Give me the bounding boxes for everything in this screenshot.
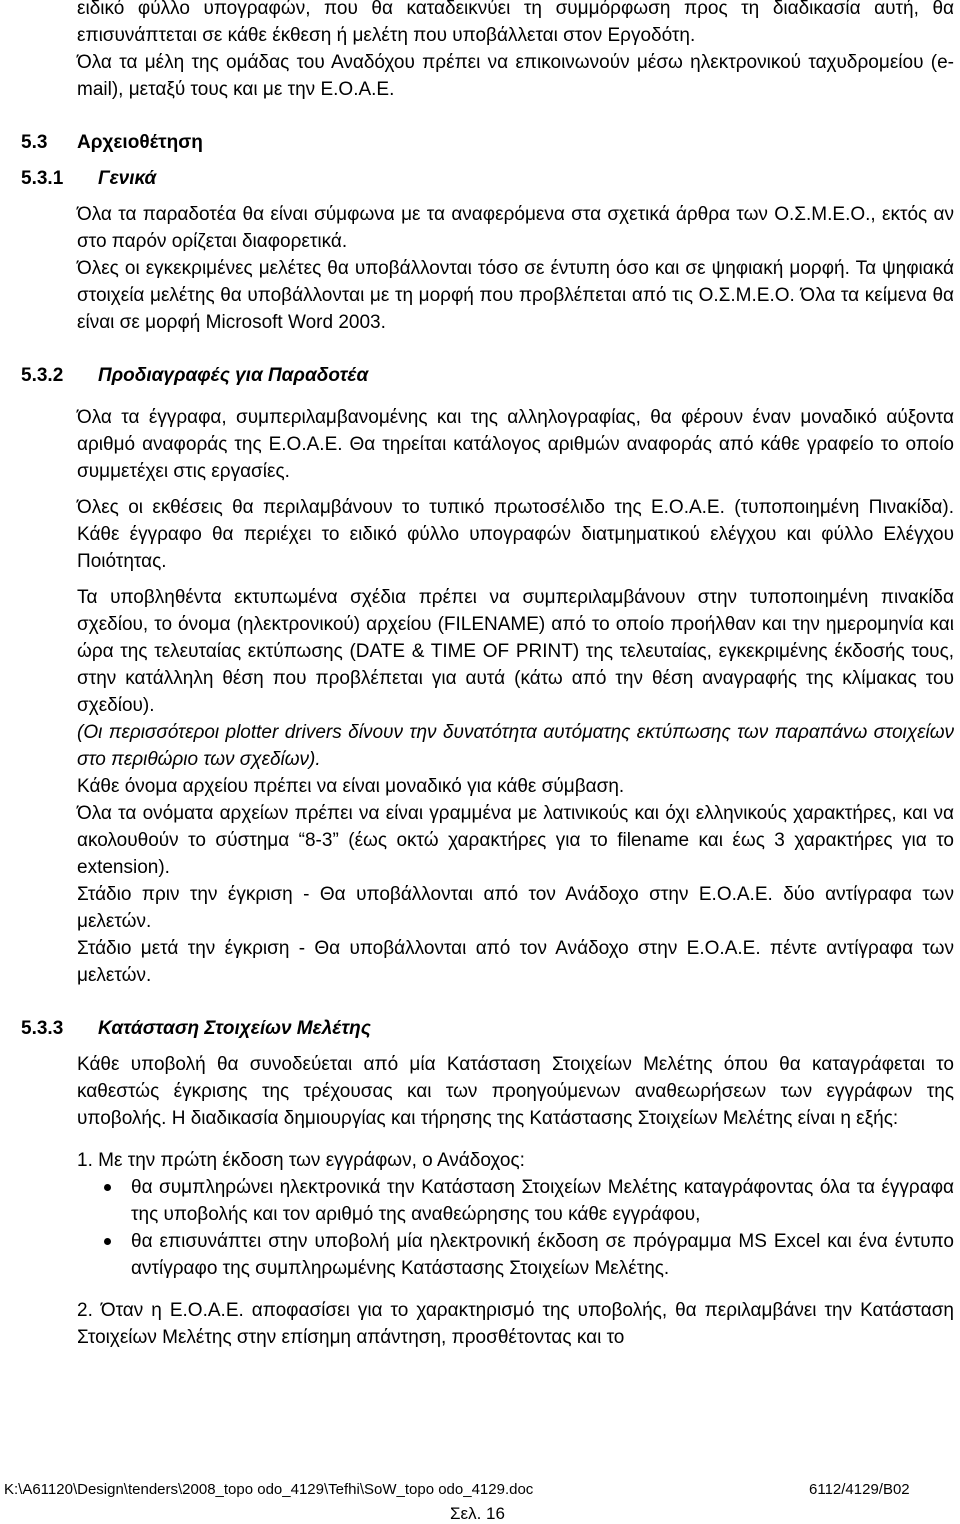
paragraph: Κάθε υποβολή θα συνοδεύεται από μία Κατάσταση Στοιχείων Μελέτης όπου θα καταγράφεται το καθεστώς έγκρισης της τρέχουσας και των προηγούμενων αναθεωρήσεων των εγγράφων της υποβολής. Η διαδικασία δημιουργίας και τήρησης της Κατάστασης Στοιχείων Μελέτης είναι η εξής: — [77, 1054, 954, 1129]
paragraph: Τα υποβληθέντα εκτυπωμένα σχέδια πρέπει να συμπεριλαμβάνουν στην τυποποιημένη πινακίδα σχεδίου, το όνομα (ηλεκτρονικού) αρχείου (FILENAME) από το οποίο προήλθαν και την ημερομηνία και ώρα της τελευταίας εκτύπωσης (DATE & TIME OF PRINT) της τελευταίας, εγκεκριμένης έκδοσής τους, στην κατάλληλη θέση που προβλέπεται για αυτά (κάτω από την θέση αναγραφής της κλίμακας του σχεδίου). — [77, 587, 954, 716]
paragraph: Κάθε όνομα αρχείου πρέπει να είναι μοναδικό για κάθε σύμβαση. — [77, 776, 625, 797]
section-number: 5.3.1 — [21, 168, 64, 189]
bullet-text: θα επισυνάπτει στην υποβολή μία ηλεκτρονική έκδοση σε πρόγραμμα MS Excel και ένα έντυπο αντίγραφο της συμπληρωμένης Κατάστασης Στοιχείων Μελέτης. — [131, 1231, 954, 1279]
page-number: Σελ. 16 — [450, 1504, 505, 1523]
bullet-item — [77, 1228, 954, 1282]
bullet-icon — [77, 1174, 131, 1228]
section-title: Αρχειοθέτηση — [77, 132, 203, 153]
section-heading-5-3 — [21, 129, 954, 156]
section-title: Κατάσταση Στοιχείων Μελέτης — [98, 1018, 371, 1039]
section-number: 5.3.3 — [21, 1018, 64, 1039]
document-body — [21, 0, 954, 1351]
paragraph: Όλες οι εγκεκριμένες μελέτες θα υποβάλλονται τόσο σε έντυπη όσο και σε ψηφιακή μορφή. Τα ψηφιακά στοιχεία μελέτης θα υποβάλλονται με τη μορφή που προβλέπεται από τις Ο.Σ.Μ.Ε.Ο. Όλα τα κείμενα θα είναι σε μορφή Microsoft Word 2003. — [77, 258, 954, 333]
italic-note: (Οι περισσότεροι plotter drivers δίνουν την δυνατότητα αυτόματης εκτύπωσης των παραπάνω στοιχείων στο περιθώριο των σχεδίων). — [77, 722, 954, 770]
paragraph: Στάδιο πριν την έγκριση - Θα υποβάλλονται από τον Ανάδοχο στην Ε.Ο.Α.Ε. δύο αντίγραφα των μελετών. — [77, 884, 954, 932]
intro-paragraph-1: ειδικό φύλλο υπογραφών, που θα καταδεικνύει τη συμμόρφωση προς τη διαδικασία αυτή, θα επισυνάπτεται σε κάθε έκθεση ή μελέτη που υποβάλλεται στον Εργοδότη. — [77, 0, 954, 46]
section-number: 5.3.2 — [21, 365, 64, 386]
paragraph: Όλα τα ονόματα αρχείων πρέπει να είναι γραμμένα με λατινικούς και όχι ελληνικούς χαρακτήρες, και να ακολουθούν το σύστημα “8-3” (έως οκτώ χαρακτήρες για το filename και έως 3 χαρακτήρες για το extension). — [77, 803, 954, 878]
footer-document-code: 6112/4129/B02 — [809, 1481, 910, 1498]
numbered-item-2: 2. Όταν η Ε.Ο.Α.Ε. αποφασίσει για το χαρακτηρισμό της υποβολής, θα περιλαμβάνει την Κατάσταση Στοιχείων Μελέτης στην επίσημη απάντηση, προσθέτοντας και το — [77, 1300, 954, 1348]
intro-paragraph-2: Όλα τα μέλη της ομάδας του Αναδόχου πρέπει να επικοινωνούν μέσω ηλεκτρονικού ταχυδρομείου (e-mail), μεταξύ τους και με την Ε.Ο.Α.Ε. — [77, 52, 954, 100]
paragraph: Όλα τα παραδοτέα θα είναι σύμφωνα με τα αναφερόμενα στα σχετικά άρθρα των Ο.Σ.Μ.Ε.Ο., εκτός αν στο παρόν ορίζεται διαφορετικά. — [77, 204, 954, 252]
bullet-item — [77, 1174, 954, 1228]
section-heading-5-3-1 — [21, 165, 954, 192]
section-title: Προδιαγραφές για Παραδοτέα — [98, 365, 369, 386]
section-heading-5-3-2 — [21, 362, 954, 389]
footer-file-path: K:\A61120\Design\tenders\2008_topo odo_4129\Tefhi\SoW_topo odo_4129.doc — [4, 1481, 534, 1498]
paragraph: Στάδιο μετά την έγκριση - Θα υποβάλλονται από τον Ανάδοχο στην Ε.Ο.Α.Ε. πέντε αντίγραφα των μελετών. — [77, 938, 954, 986]
paragraph: Όλα τα έγγραφα, συμπεριλαμβανομένης και της αλληλογραφίας, θα φέρουν έναν μοναδικό αύξοντα αριθμό αναφοράς της Ε.Ο.Α.Ε. Θα τηρείται κατάλογος αριθμών αναφοράς από κάθε γραφείο το οποίο συμμετέχει στις εργασίες. — [77, 407, 954, 482]
paragraph: Όλες οι εκθέσεις θα περιλαμβάνουν το τυπικό πρωτοσέλιδο της Ε.Ο.Α.Ε. (τυποποιημένη Πινακίδα). Κάθε έγγραφο θα περιέχει το ειδικό φύλλο υπογραφών διατμηματικού ελέγχου και φύλλο Ελέγχου Ποιότητας. — [77, 497, 954, 572]
section-heading-5-3-3 — [21, 1015, 954, 1042]
bullet-icon — [77, 1228, 131, 1282]
section-title: Γενικά — [98, 168, 157, 189]
numbered-item-1: 1. Με την πρώτη έκδοση των εγγράφων, ο Ανάδοχος: — [77, 1150, 525, 1171]
section-number: 5.3 — [21, 132, 48, 153]
bullet-text: θα συμπληρώνει ηλεκτρονικά την Κατάσταση Στοιχείων Μελέτης καταγράφοντας όλα τα έγγραφα της υποβολής και τον αριθμό της αναθεώρησης του κάθε εγγράφου, — [131, 1177, 954, 1225]
